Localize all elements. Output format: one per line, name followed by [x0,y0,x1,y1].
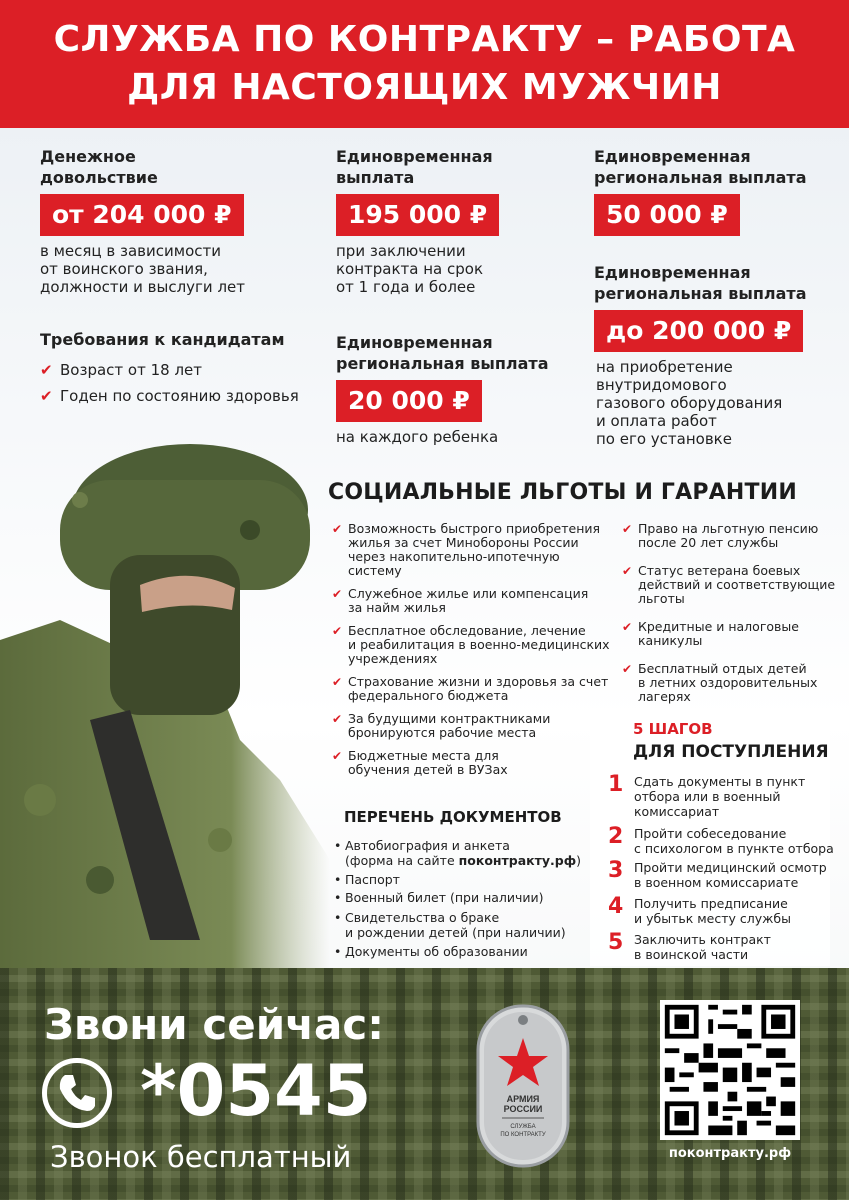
call-free-text: Звонок бесплатный [50,1140,352,1174]
header-line-2: ДЛЯ НАСТОЯЩИХ МУЖЧИН [127,67,722,108]
benefit-item: ✔ Возможность быстрого приобретения жилья за счет Минобороны России через накопительно-ипотечную систему [332,521,601,578]
page-header [0,0,849,128]
regional-1-label: Единовременная региональная выплата [594,147,807,187]
step-item: 5 Заключить контракт в воинской части [608,930,771,962]
check-icon: ✔ [40,361,53,379]
document-item: • Паспорт [334,872,400,887]
steps-subtitle: ДЛЯ ПОСТУПЛЕНИЯ [633,742,829,762]
check-icon: ✔ [332,587,343,601]
child-block [336,332,586,446]
check-icon: ✔ [40,387,53,405]
phone-number[interactable]: *0545 [140,1050,372,1132]
check-icon: ✔ [622,522,633,536]
regional-1-amount: 50 000 ₽ [594,194,740,236]
step-item: 2 Пройти собеседование с психологом в пункте отбора [608,824,834,856]
one-time-desc: при заключении контракта на срок от 1 года и более [336,242,484,296]
one-time-label: Единовременная выплата [336,147,493,187]
document-item: • Свидетельства о браке и рождении детей (при наличии) [334,910,566,940]
check-icon: ✔ [332,712,343,726]
svg-text:АРМИЯ: АРМИЯ [506,1094,540,1104]
step-item: 3 Пройти медицинский осмотр в военном комиссариате [608,858,827,890]
svg-text:ПО КОНТРАКТУ: ПО КОНТРАКТУ [500,1132,546,1138]
requirements [40,330,330,409]
benefit-item: ✔ Страхование жизни и здоровья за счет федерального бюджета [332,674,609,703]
steps-title: 5 ШАГОВ [633,720,713,738]
document-item: • Военный билет (при наличии) [334,890,544,905]
step-item: 1 Сдать документы в пункт отбора или в военный комиссариат [608,772,806,819]
one-time-amount: 195 000 ₽ [336,194,499,236]
benefit-item: ✔ За будущими контрактниками бронируются рабочие места [332,711,551,740]
step-item: 4 Получить предписание и убытьк месту службы [608,894,791,926]
child-desc: на каждого ребенка [336,428,499,446]
check-icon: ✔ [332,624,343,638]
svg-text:СЛУЖБА: СЛУЖБА [510,1124,536,1130]
regional-2-amount: до 200 000 ₽ [594,310,803,352]
document-item: • Документы об образовании [334,944,528,959]
army-russia-tag-logo [474,1000,572,1170]
requirements-title: Требования к кандидатам [40,330,285,349]
requirement-item: ✔ Годен по состоянию здоровья [40,383,330,409]
regional-1-block [594,146,834,236]
check-icon: ✔ [332,749,343,763]
benefit-item: ✔ Кредитные и налоговые каникулы [622,619,799,648]
documents-title: ПЕРЕЧЕНЬ ДОКУМЕНТОВ [344,808,562,826]
regional-2-label: Единовременная региональная выплата [594,263,807,303]
salary-desc: в месяц в зависимости от воинского звания, должности и выслуги лет [40,242,245,296]
salary-block [40,146,320,296]
benefits-right-list [622,522,842,713]
requirement-item: ✔ Возраст от 18 лет [40,357,330,383]
soldier-image [0,440,330,970]
benefits-title: СОЦИАЛЬНЫЕ ЛЬГОТЫ И ГАРАНТИИ [328,480,797,505]
qr-code[interactable] [660,1000,800,1140]
call-now-text: Звони сейчас: [44,1000,385,1049]
benefit-item: ✔ Служебное жилье или компенсация за найм жилья [332,586,589,615]
benefit-item: ✔ Бюджетные места для обучения детей в ВУЗах [332,748,508,777]
benefit-item: ✔ Право на льготную пенсию после 20 лет службы [622,521,819,550]
site-link: поконтракту.рф [458,853,577,868]
benefit-item: ✔ Бесплатный отдых детей в летних оздоровительных лагерях [622,661,818,704]
regional-2-block [594,262,839,448]
regional-2-desc: на приобретение внутридомового газового оборудования и оплата работ по его установке [596,358,783,448]
salary-amount: от 204 000 ₽ [40,194,244,236]
check-icon: ✔ [332,675,343,689]
benefit-item: ✔ Статус ветерана боевых действий и соответствующие льготы [622,563,836,606]
document-item: • Автобиография и анкета (форма на сайте поконтракту.рф) [334,838,582,868]
check-icon: ✔ [622,620,633,634]
site-url[interactable]: поконтракту.рф [668,1146,792,1161]
phone-icon [42,1058,112,1128]
svg-text:РОССИИ: РОССИИ [503,1104,543,1114]
benefit-item: ✔ Бесплатное обследование, лечение и реабилитация в военно-медицинских учреждениях [332,623,610,666]
one-time-block [336,146,586,296]
check-icon: ✔ [332,522,343,536]
benefits-left-list [332,522,612,786]
salary-label: Денежное довольствие [40,147,158,187]
child-label: Единовременная региональная выплата [336,333,549,373]
header-line-1: СЛУЖБА ПО КОНТРАКТУ – РАБОТА [53,19,796,60]
check-icon: ✔ [622,662,633,676]
child-amount: 20 000 ₽ [336,380,482,422]
check-icon: ✔ [622,564,633,578]
